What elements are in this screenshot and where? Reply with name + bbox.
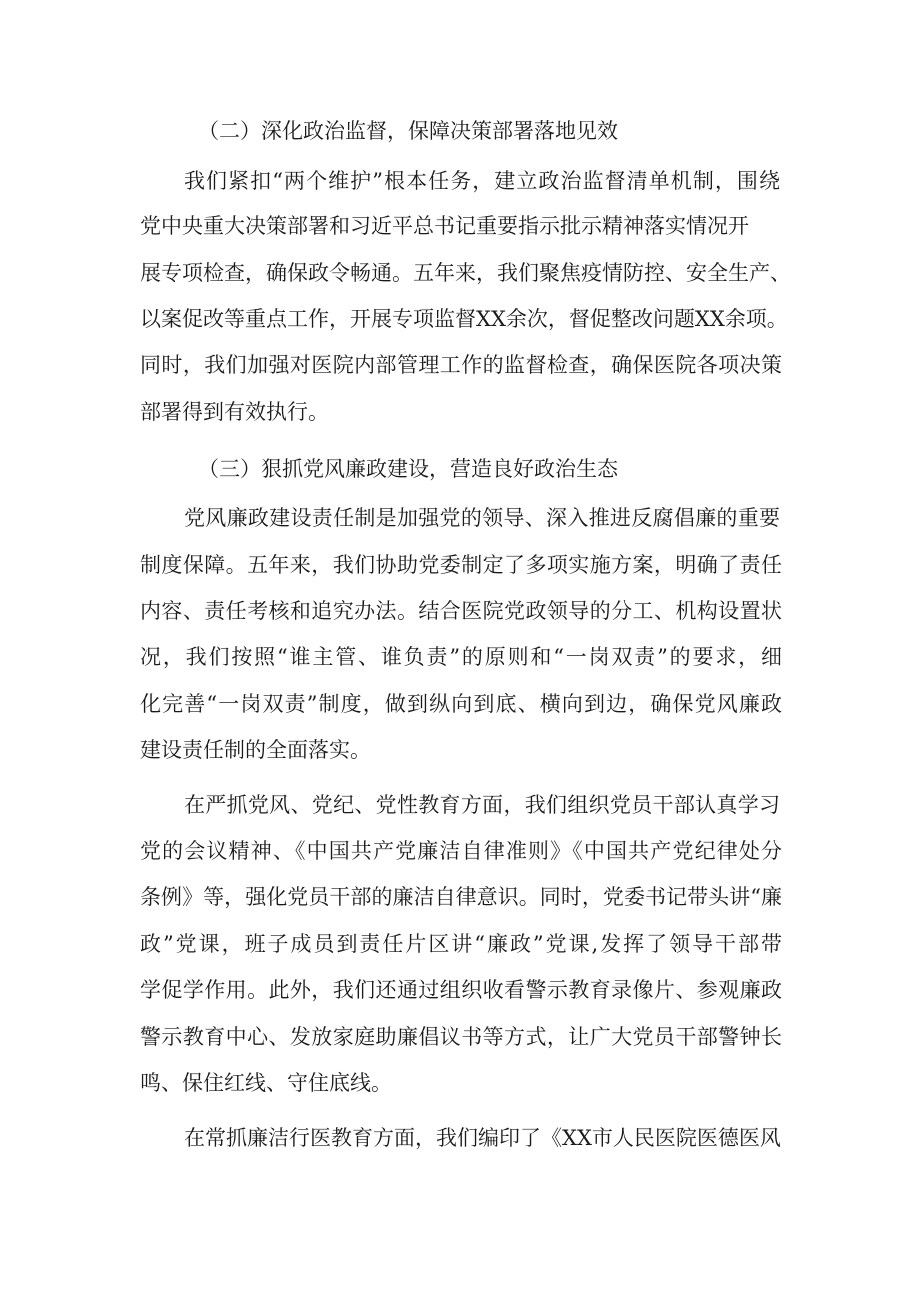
paragraph-line: 我们紧扣“两个维护”根本任务，建立政治监督清单机制，围绕 [184,169,780,193]
paragraph-line: 学促学作用。此外，我们还通过组织收看警示教育录像片、参观廉政 [140,978,782,1002]
paragraph-line: 党风廉政建设责任制是加强党的领导、深入推进反腐倡廉的重要 [184,506,780,530]
paragraph-line: 制度保障。五年来，我们协助党委制定了多项实施方案，明确了责任 [140,553,782,577]
paragraph-line: 展专项检查，确保政令畅通。五年来，我们聚焦疫情防控、安全生产、 [140,261,791,285]
paragraph-line: 政”党课，班子成员到责任片区讲“廉政”党课,发挥了领导干部带 [140,932,782,956]
paragraph-line: 条例》等，强化党员干部的廉洁自律意识。同时，党委书记带头讲“廉 [140,885,782,909]
section-heading-2: （二）深化政治监督，保障决策部署落地见效 [198,119,618,143]
paragraph-line: 部署得到有效执行。 [140,400,329,424]
section-heading-3: （三）狠抓党风廉政建设，营造良好政治生态 [198,457,618,481]
paragraph-line: 党的会议精神、《中国共产党廉洁自律准则》《中国共产党纪律处分 [140,839,782,863]
paragraph-line: 在严抓党风、党纪、党性教育方面，我们组织党员干部认真学习 [184,793,780,817]
paragraph-line: 在常抓廉洁行医教育方面，我们编印了《XX市人民医院医德医风 [184,1126,781,1150]
paragraph-line: 警示教育中心、发放家庭助廉倡议书等方式，让广大党员干部警钟长 [140,1025,782,1049]
paragraph-line: 建设责任制的全面落实。 [140,738,371,762]
paragraph-line: 党中央重大决策部署和习近平总书记重要指示批示精神落实情况开 [140,214,749,238]
paragraph-line: 鸣、保住红线、守住底线。 [140,1071,392,1095]
paragraph-line: 化完善“一岗双责”制度，做到纵向到底、横向到边，确保党风廉政 [140,692,782,716]
paragraph-line: 况，我们按照“谁主管、谁负责”的原则和“一岗双责”的要求，细 [140,645,782,669]
paragraph-line: 同时，我们加强对医院内部管理工作的监督检查，确保医院各项决策 [140,353,782,377]
paragraph-line: 以案促改等重点工作，开展专项监督XX余次，督促整改问题XX余项。 [140,307,788,331]
paragraph-line: 内容、责任考核和追究办法。结合医院党政领导的分工、机构设置状 [140,599,782,623]
